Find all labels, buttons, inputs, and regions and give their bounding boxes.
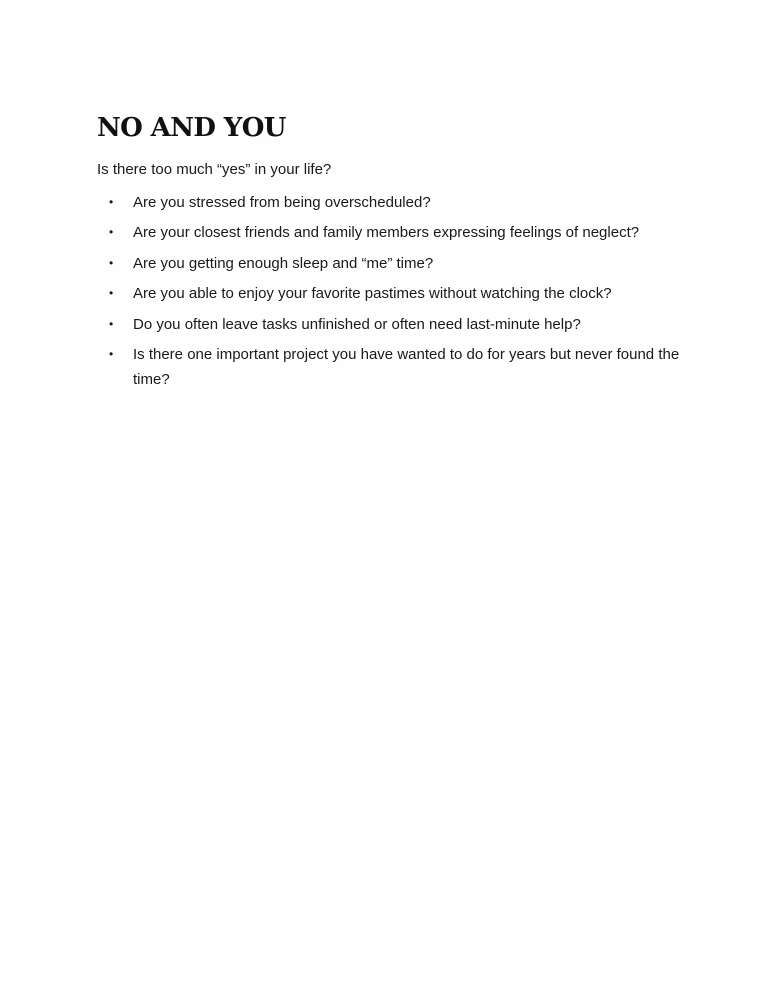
list-item	[97, 190, 707, 215]
question-text: Are you stressed from being overscheduled?	[133, 194, 431, 211]
list-item	[97, 312, 707, 337]
document-body	[97, 112, 707, 397]
bullet-icon: •	[109, 316, 114, 331]
question-text: Are you able to enjoy your favorite pastimes without watching the clock?	[133, 285, 612, 303]
bullet-icon: •	[109, 225, 114, 240]
bullet-icon: •	[109, 346, 114, 361]
bullet-icon: •	[109, 286, 114, 301]
page-title: NO AND YOU	[97, 113, 286, 143]
bullet-icon: •	[109, 195, 114, 209]
list-item	[97, 281, 707, 306]
bullet-icon: •	[109, 255, 114, 270]
question-text: Is there one important project you have wanted to do for years but never found the time?	[133, 345, 680, 388]
question-text: Are you getting enough sleep and “me” time?	[133, 254, 434, 272]
list-item	[97, 251, 707, 276]
list-item	[97, 220, 707, 245]
list-item	[97, 342, 707, 392]
question-text: Are your closest friends and family members expressing feelings of neglect?	[133, 224, 640, 242]
intro-question: Is there too much “yes” in your life?	[97, 161, 332, 178]
question-text: Do you often leave tasks unfinished or often need last-minute help?	[133, 315, 581, 333]
question-list	[97, 190, 707, 392]
